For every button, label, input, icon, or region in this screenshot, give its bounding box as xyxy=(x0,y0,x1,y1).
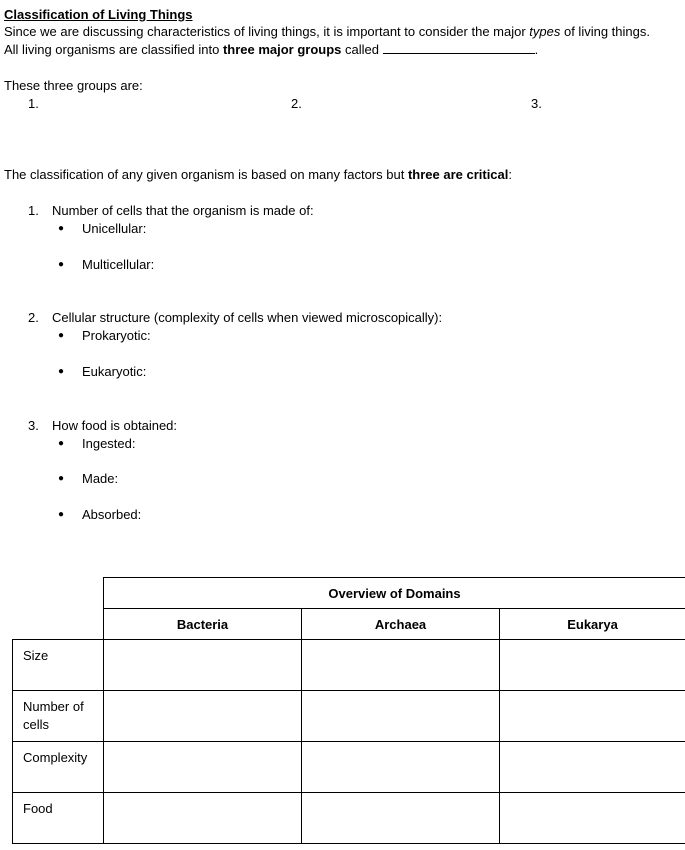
group-number: 2. xyxy=(291,96,302,111)
factor-number: 3. xyxy=(28,418,39,433)
table-cell[interactable] xyxy=(104,640,302,691)
row-header-number-of-cells: Number of cells xyxy=(13,691,104,742)
column-header-eukarya: Eukarya xyxy=(500,609,685,640)
intro-text: of living things. xyxy=(560,24,650,39)
factor-label: Number of cells that the organism is made of: xyxy=(52,203,314,218)
classification-text-part: : xyxy=(508,167,513,182)
column-header-archaea: Archaea xyxy=(302,609,500,640)
bullet-item: Prokaryotic: xyxy=(82,328,151,343)
groups-label: These three groups are: xyxy=(4,78,143,93)
group-number: 1. xyxy=(28,96,39,111)
table-corner xyxy=(13,609,104,640)
bullet-icon: ● xyxy=(58,223,65,234)
bullet-item: Made: xyxy=(82,471,119,486)
intro-text: All living organisms are classified into xyxy=(4,42,223,57)
factor-label: How food is obtained: xyxy=(52,418,178,433)
table-cell[interactable] xyxy=(104,742,302,793)
bullet-icon: ● xyxy=(58,473,65,484)
classification-text xyxy=(4,166,512,184)
table-cell[interactable] xyxy=(302,640,500,691)
bullet-icon: ● xyxy=(58,330,65,341)
table-title: Overview of Domains xyxy=(104,578,685,609)
group-number: 3. xyxy=(531,96,542,111)
domains-table xyxy=(12,577,685,844)
intro-emphasis: types xyxy=(529,24,561,39)
table-cell[interactable] xyxy=(302,793,500,844)
table-cell[interactable] xyxy=(104,793,302,844)
table-cell[interactable] xyxy=(500,793,685,844)
intro-line-2 xyxy=(4,41,538,59)
factor-label: Cellular structure (complexity of cells when viewed microscopically): xyxy=(52,310,443,325)
bullet-icon: ● xyxy=(58,509,65,520)
bullet-item: Eukaryotic: xyxy=(82,364,147,379)
table-corner xyxy=(13,578,104,609)
table-cell[interactable] xyxy=(104,691,302,742)
row-header-food: Food xyxy=(13,793,104,844)
intro-text: Since we are discussing characteristics of living things, it is important to consider the major xyxy=(4,24,530,39)
row-header-complexity: Complexity xyxy=(13,742,104,793)
classification-bold: three are critical xyxy=(407,167,509,182)
intro-text: . xyxy=(534,42,539,57)
factor-number: 2. xyxy=(28,310,39,325)
table-cell[interactable] xyxy=(302,691,500,742)
intro-text: called xyxy=(341,42,383,57)
bullet-icon: ● xyxy=(58,259,65,270)
intro-line-1 xyxy=(4,23,650,41)
bullet-icon: ● xyxy=(58,366,65,377)
bullet-item: Ingested: xyxy=(82,436,136,451)
answer-blank[interactable] xyxy=(383,41,535,54)
factor-number: 1. xyxy=(28,203,39,218)
bullet-item: Absorbed: xyxy=(82,507,142,522)
row-header-size: Size xyxy=(13,640,104,691)
table-cell[interactable] xyxy=(500,691,685,742)
page-title: Classification of Living Things xyxy=(4,7,193,22)
table-cell[interactable] xyxy=(500,742,685,793)
table-cell[interactable] xyxy=(500,640,685,691)
classification-text-part: The classification of any given organism is based on many factors but xyxy=(4,167,408,182)
column-header-bacteria: Bacteria xyxy=(104,609,302,640)
bullet-item: Unicellular: xyxy=(82,221,147,236)
bullet-icon: ● xyxy=(58,438,65,449)
intro-bold: three major groups xyxy=(222,42,342,57)
bullet-item: Multicellular: xyxy=(82,257,155,272)
table-cell[interactable] xyxy=(302,742,500,793)
